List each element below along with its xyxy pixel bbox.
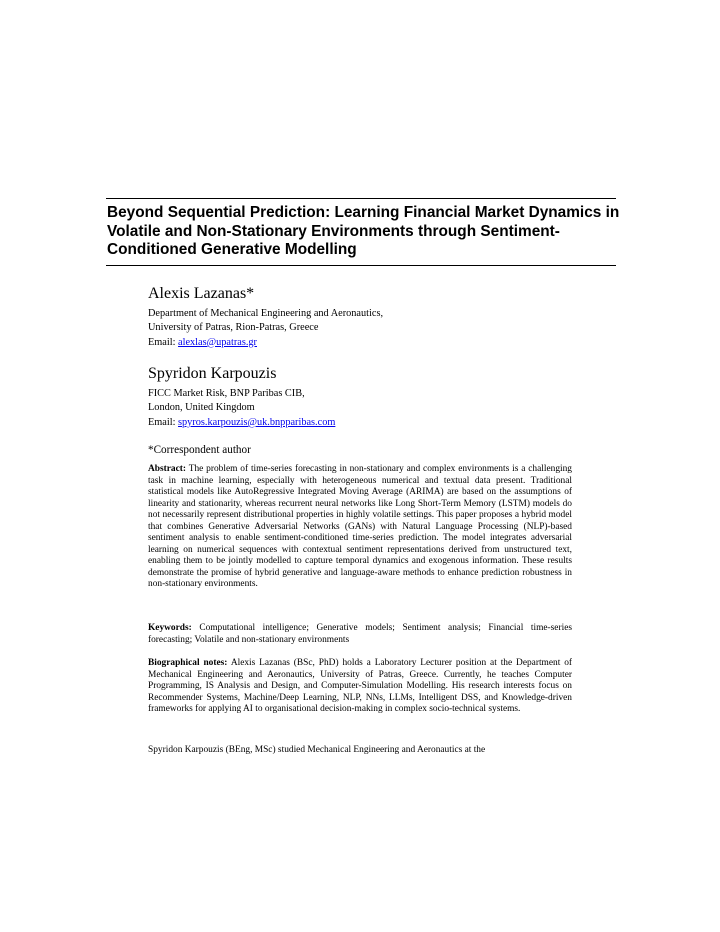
abstract-text: The problem of time-series forecasting in non-stationary and complex environments is a challenging task in machine learning, especially with heterogeneous numerical and textual data present. Traditional statistical models like AutoRegressive Integrated Moving Average (ARIMA) are based on the assumptions of linearity and stationarity, whereas recurrent neural networks like Long Short-Term Memory (LSTM) models do not necessarily represent distributional properties in highly volatile settings. This paper proposes a hybrid model that combines Generative Adversarial Networks (GANs) with Natural Language Processing (NLP)-based sentiment analysis to enable sentiment-conditioned time-series prediction. The model integrates adversarial learning on numerical sequences with contextual sentiment representations derived from unstructured text, enabling them to be jointly modelled to capture temporal dynamics and exogenous information. These results demonstrate the promise of hybrid generative and language-aware methods to enhance prediction robustness in non-stationary environments.	[148, 464, 572, 590]
affiliation-line: FICC Market Risk, BNP Paribas CIB,	[148, 388, 305, 399]
author-name: Spyridon Karpouzis	[148, 365, 277, 382]
affiliation-line: Department of Mechanical Engineering and Aeronautics,	[148, 308, 384, 319]
email-link[interactable]: alexlas@upatras.gr	[178, 336, 257, 348]
author-block-1	[148, 284, 588, 350]
correspondent-note: *Correspondent author	[148, 444, 251, 456]
abstract-paragraph	[148, 464, 572, 591]
affiliation-line: University of Patras, Rion-Patras, Greece	[148, 322, 319, 334]
abstract-label: Abstract:	[148, 464, 187, 474]
email-label: Email:	[148, 416, 176, 428]
keywords-label: Keywords:	[148, 623, 192, 633]
keywords-text: Computational intelligence; Generative models; Sentiment analysis; Financial time-series forecasting; Volatile and non-stationary environments	[148, 623, 572, 645]
affiliation-line: London, United Kingdom	[148, 402, 255, 414]
biographical-notes-text: Alexis Lazanas (BSc, PhD) holds a Laboratory Lecturer position at the Department of Mechanical Engineering and Aeronautics, University of Patras, Greece. Currently, he teaches Computer Programming, IS Analysis and Design, and Computer-Simulation Modelling. His research interests focus on Recommender Systems, Machine/Deep Learning, NLP, NNs, LLMs, Intelligent DSS, and Knowledge-driven frameworks for applying AI to organisational decision-making in complex socio-technical systems.	[148, 658, 573, 715]
biographical-notes-paragraph	[148, 658, 572, 716]
email-label: Email:	[148, 336, 176, 348]
biographical-notes-second-paragraph: Spyridon Karpouzis (BEng, MSc) studied Mechanical Engineering and Aeronautics at the	[148, 745, 486, 755]
author-name: Alexis Lazanas*	[148, 285, 255, 302]
title-top-rule	[106, 198, 616, 199]
email-link[interactable]: spyros.karpouzis@uk.bnpparibas.com	[178, 416, 336, 428]
email-line	[148, 336, 588, 350]
biographical-notes-label: Biographical notes:	[148, 658, 228, 668]
author-block-2	[148, 364, 588, 430]
keywords-paragraph	[148, 623, 572, 646]
email-line	[148, 416, 588, 430]
paper-title: Beyond Sequential Prediction: Learning Financial Market Dynamics in Volatile and Non-Stationary Environments through Sentiment-Conditioned Generative Modelling	[107, 204, 620, 258]
title-bottom-rule	[106, 265, 616, 266]
